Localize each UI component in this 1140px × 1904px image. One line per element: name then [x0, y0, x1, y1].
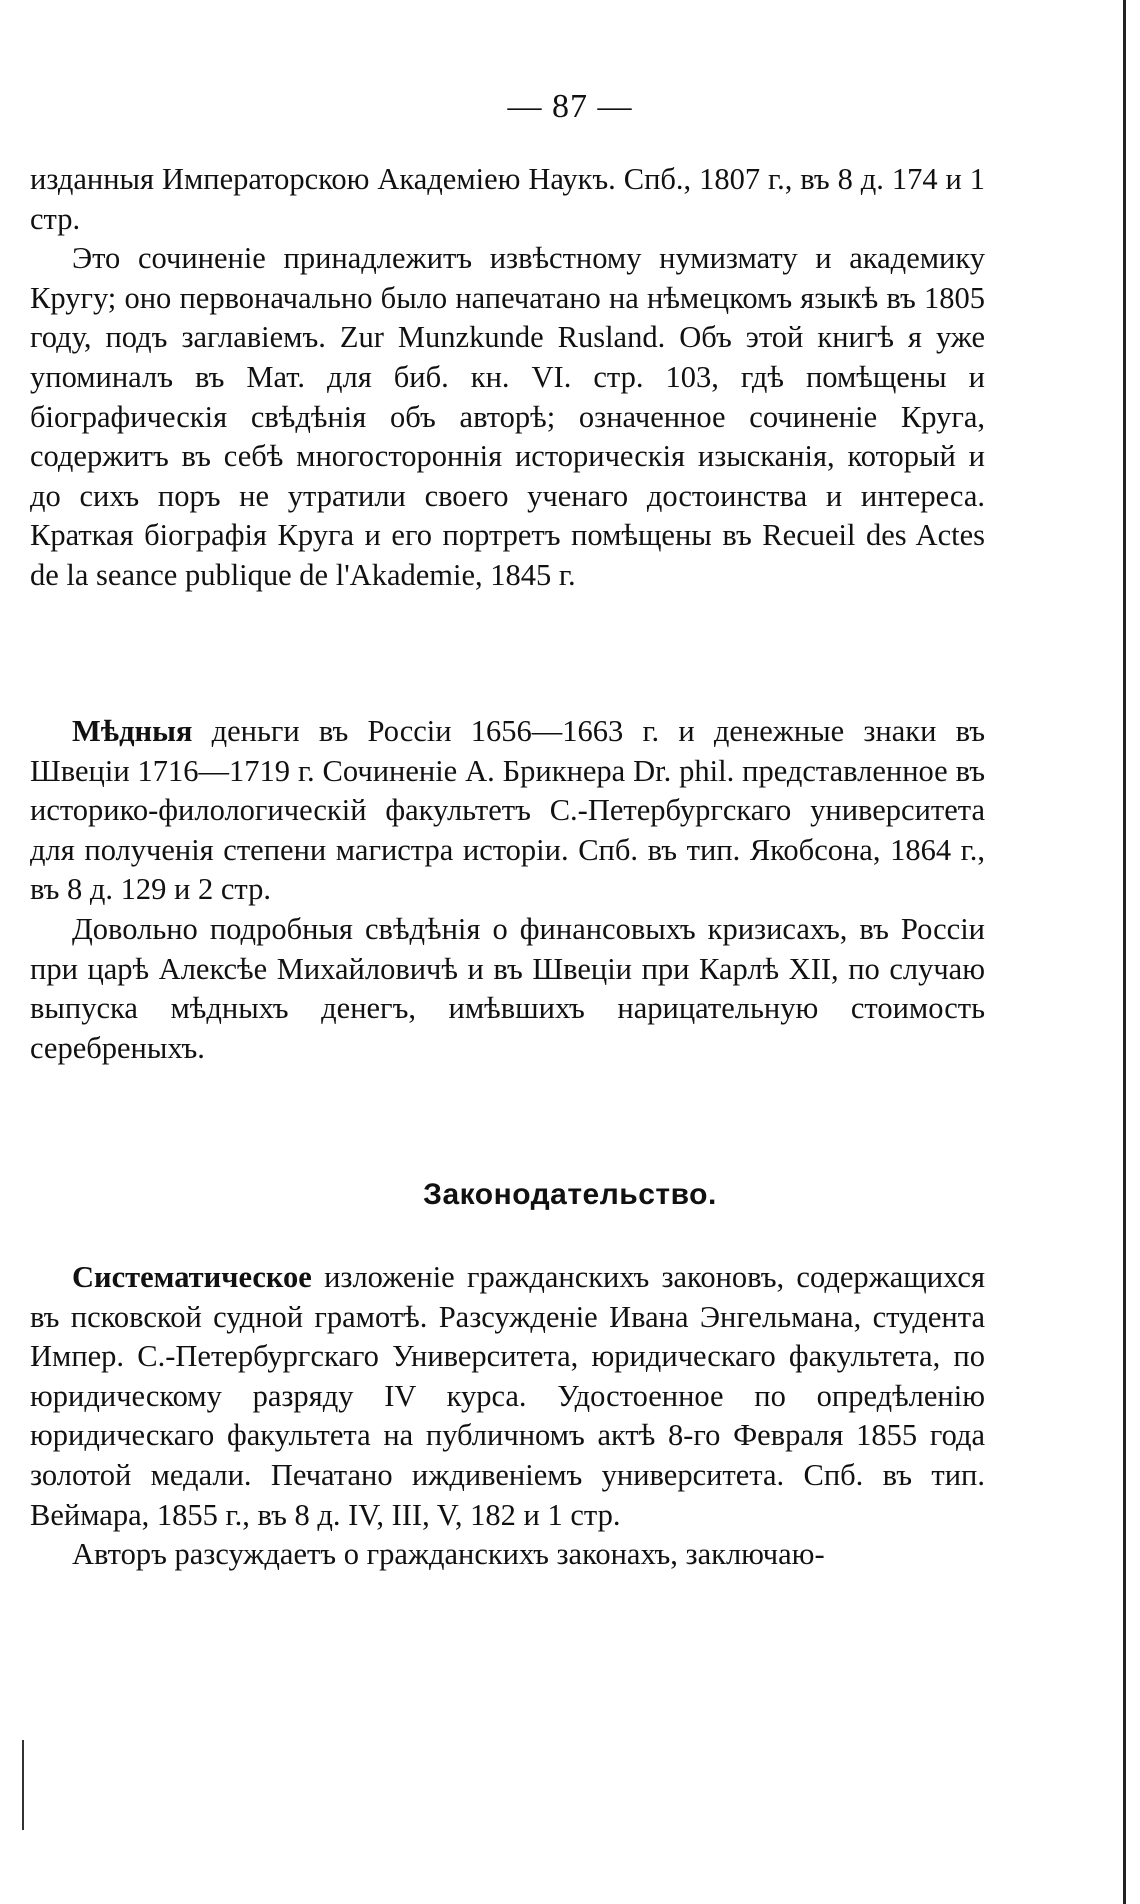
entry-krug-annotation: Это сочиненіе принадлежитъ извѣстному нумизмату и академику Кругу; оно первоначально было напечатано на нѣмецкомъ языкѣ въ 1805 году, подъ заглавіемъ. Zur Munzkunde Rusland. Объ этой книгѣ я уже упоминалъ въ Мат. для биб. кн. VI. стр. 103, гдѣ помѣщены и біографическія свѣдѣнія объ авторѣ; означенное сочиненіе Круга, содержитъ въ себѣ многостороннія историческія изысканія, который и до сихъ поръ не утратили своего ученаго достоинства и интереса. Краткая біографія Круга и его портретъ помѣщены въ Recueil des Actes de la seance publique de l'Akademie, 1845 г.	[30, 241, 985, 592]
entry-pskov-charter-title-rest: изложеніе гражданскихъ законовъ, содержащихся въ псковской судной грамотѣ. Разсужденіе Ивана Энгельмана, студента Импер. С.-Петербургскаго Университета, юридическаго факультета, по юридическому разряду IV курса. Удостоенное по опредѣленію юридическаго факультета на публичномъ актѣ 8-го Февраля 1855 года золотой медали. Печатано иждивеніемъ университета. Спб. въ тип. Веймара, 1855 г., въ 8 д. IV, III, V, 182 и 1 стр.	[30, 1260, 985, 1532]
entry-pskov-charter-title-lead: Систематическое	[72, 1260, 312, 1294]
entry-pskov-charter-title	[30, 1258, 985, 1535]
entry-pskov-charter	[30, 1258, 985, 1575]
page-number: — 87 —	[507, 88, 633, 125]
entry-copper-money-title	[30, 712, 985, 910]
section-heading: Законодательство.	[423, 1178, 717, 1211]
entry-copper-money-title-lead: Мѣдныя	[72, 714, 193, 748]
entry-copper-money	[30, 712, 985, 1068]
entry-krug-continuation: изданныя Императорскою Академіею Наукъ. Спб., 1807 г., въ 8 д. 174 и 1 стр.	[30, 162, 985, 236]
entry-copper-money-annotation: Довольно подробныя свѣдѣнія о финансовыхъ кризисахъ, въ Россіи при царѣ Алексѣе Михайловичѣ и въ Швеціи при Карлѣ XII, по случаю выпуска мѣдныхъ денегъ, имѣвшихъ нарицательную стоимость серебреныхъ.	[30, 911, 985, 1065]
entry-krug	[30, 160, 985, 596]
entry-pskov-charter-annotation: Авторъ разсуждаетъ о гражданскихъ законахъ, заключаю-	[72, 1537, 825, 1572]
scan-edge-line	[1123, 0, 1126, 1904]
scan-margin-mark	[22, 1740, 24, 1830]
entry-copper-money-title-rest: деньги въ Россіи 1656—1663 г. и денежные знаки въ Швеціи 1716—1719 г. Сочиненіе А. Брикнера Dr. phil. представленное въ историко-филологическій факультетъ С.-Петербургскаго университета для полученія степени магистра исторіи. Спб. въ тип. Якобсона, 1864 г., въ 8 д. 129 и 2 стр.	[30, 714, 985, 907]
